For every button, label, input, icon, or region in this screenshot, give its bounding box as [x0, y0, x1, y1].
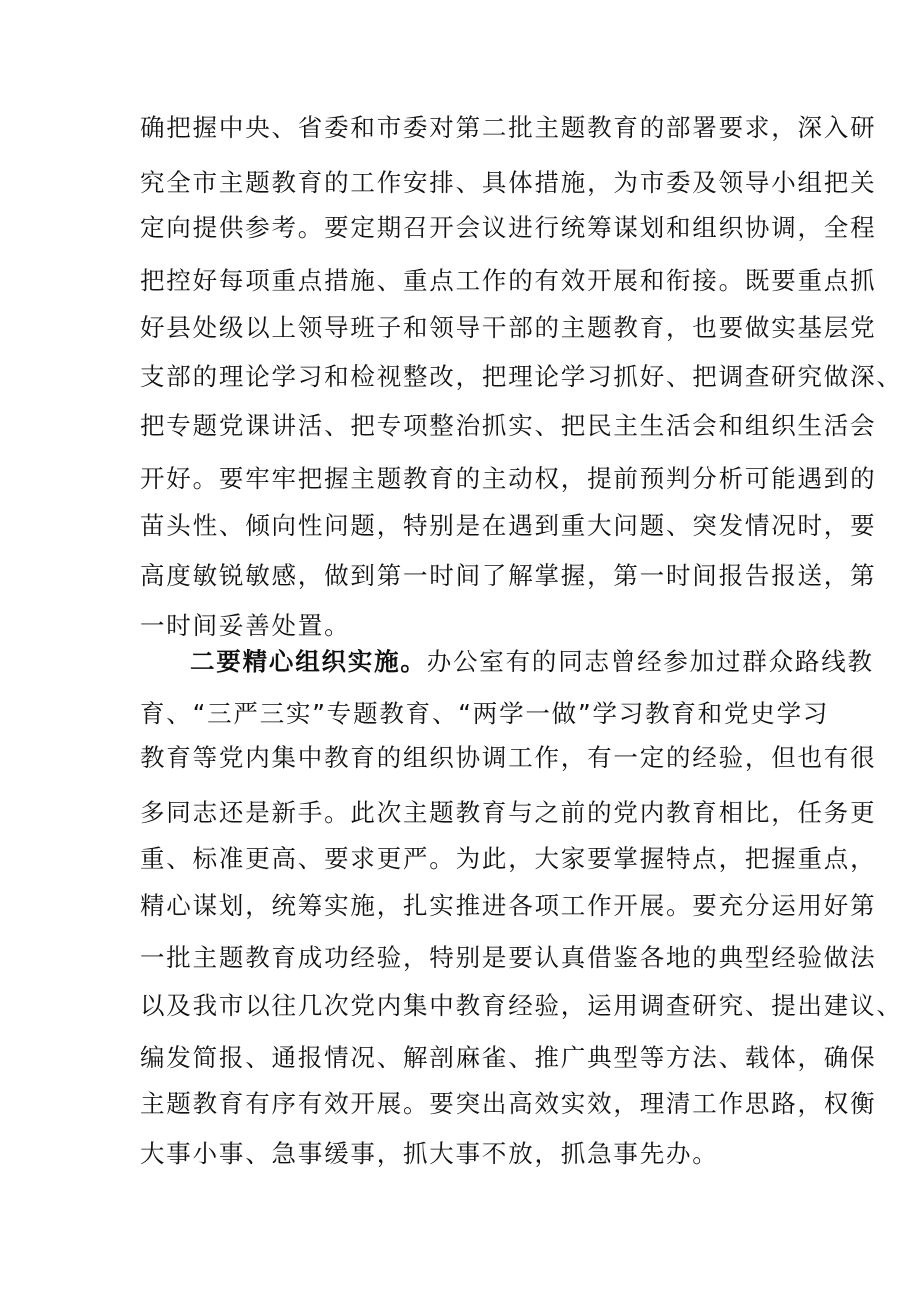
text-line: 定向提供参考。要定期召开会议进行统筹谋划和组织协调，全程	[140, 213, 877, 242]
text-line: 大事小事、急事缓事，抓大事不放，抓急事先办。	[140, 1139, 719, 1168]
text-line: 好县处级以上领导班子和领导干部的主题教育，也要做实基层党	[140, 313, 877, 342]
text-line: 把专题党课讲活、把专项整治抓实、把民主生活会和组织生活会	[140, 411, 877, 440]
text-line: 究全市主题教育的工作安排、具体措施，为市委及领导小组把关	[140, 168, 877, 197]
text-line: 苗头性、倾向性问题，特别是在遇到重大问题、突发情况时，要	[140, 511, 877, 540]
text-line: 编发简报、通报情况、解剖麻雀、推广典型等方法、载体，确保	[140, 1043, 877, 1072]
paragraph-heading: 二要精心组织实施。	[190, 647, 427, 676]
text-line: 主题教育有序有效开展。要突出高效实效，理清工作思路，权衡	[140, 1089, 877, 1118]
text-line: 重、标准更高、要求更严。为此，大家要掌握特点，把握重点，	[140, 844, 877, 873]
text-line: 一批主题教育成功经验，特别是要认真借鉴各地的典型经验做法	[140, 943, 877, 972]
text-line: 精心谋划，统筹实施，扎实推进各项工作开展。要充分运用好第	[140, 891, 877, 920]
text-line: 高度敏锐敏感，做到第一时间了解掌握，第一时间报告报送，第	[140, 561, 877, 590]
text-line: 多同志还是新手。此次主题教育与之前的党内教育相比，任务更	[140, 798, 877, 827]
text-line: 教育等党内集中教育的组织协调工作，有一定的经验，但也有很	[140, 743, 877, 772]
text-line: 育、“三严三实”专题教育、“两学一做”学习教育和党史学习	[140, 699, 830, 728]
text-line: 把控好每项重点措施、重点工作的有效开展和衔接。既要重点抓	[140, 266, 877, 295]
text-line: 一时间妥善处置。	[140, 611, 351, 640]
text-line: 支部的理论学习和检视整改，把理论学习抓好、把调查研究做深、	[140, 362, 903, 391]
text-line: 确把握中央、省委和市委对第二批主题教育的部署要求，深入研	[140, 113, 877, 142]
text-span: 办公室有的同志曾经参加过群众路线教	[426, 647, 874, 676]
text-line: 开好。要牢牢把握主题教育的主动权，提前预判分析可能遇到的	[140, 464, 877, 493]
text-line: 以及我市以往几次党内集中教育经验，运用调查研究、提出建议、	[140, 991, 903, 1020]
text-line	[190, 638, 874, 686]
